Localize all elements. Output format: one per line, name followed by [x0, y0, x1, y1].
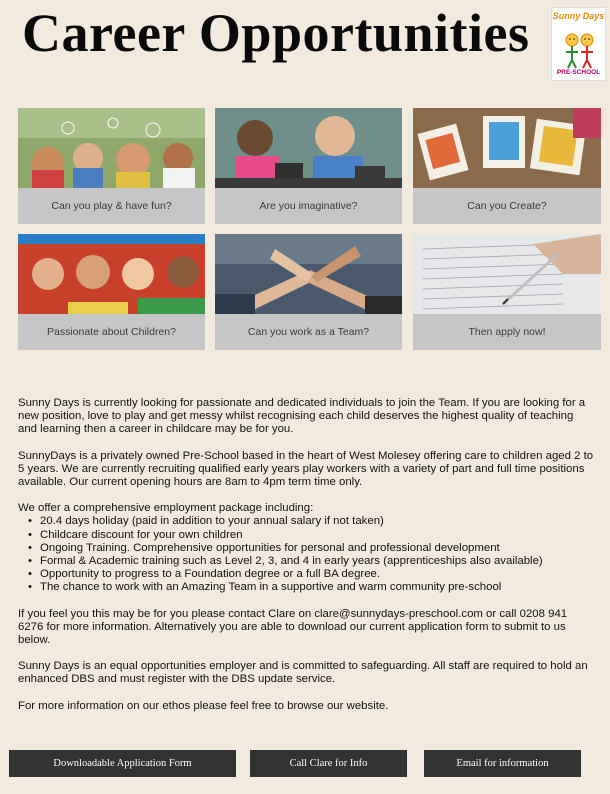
- tile-team[interactable]: [215, 234, 402, 350]
- sunny-days-logo[interactable]: [551, 7, 606, 81]
- benefit-item: • The chance to work with an Amazing Team in a supportive and warm community pre-school: [18, 581, 594, 594]
- about-paragraph: SunnyDays is a privately owned Pre-School based in the heart of West Molesey offering care to children aged 2 to 5 years. We are currently recruiting qualified early years play workers with a variety of part and full time positions available. Our current opening hours are 8am to 4pm term time only.: [18, 449, 594, 489]
- tile-caption: Can you Create?: [413, 188, 601, 224]
- tile-caption: Can you play & have fun?: [18, 188, 205, 224]
- career-description: [18, 397, 594, 726]
- tile-apply-now[interactable]: [413, 234, 601, 350]
- children-toy-animals-photo: [215, 108, 402, 188]
- email-info-button[interactable]: Email for information: [424, 750, 581, 777]
- call-clare-button[interactable]: Call Clare for Info: [250, 750, 407, 777]
- tile-passionate[interactable]: [18, 234, 205, 350]
- contact-paragraph: If you feel you this may be for you please contact Clare on clare@sunnydays-preschool.com or call 0208 941 6276 for more information. Alternatively you are able to download our current application form to submit to us below.: [18, 607, 568, 647]
- benefit-item: • 20.4 days holiday (paid in addition to your annual salary if not taken): [18, 515, 594, 528]
- application-form-photo: [413, 234, 601, 314]
- tile-imaginative[interactable]: [215, 108, 402, 224]
- paintings-photo: [413, 108, 601, 188]
- ethos-paragraph: For more information on our ethos please feel free to browse our website.: [18, 699, 389, 712]
- tile-caption: Passionate about Children?: [18, 314, 205, 350]
- logo-bottom-text: PRE-SCHOOL: [556, 69, 601, 76]
- benefit-item: • Opportunity to progress to a Foundation degree or a full BA degree.: [18, 568, 594, 581]
- benefit-item: • Formal & Academic training such as Level 2, 3, and 4 in early years (apprenticeships also available): [18, 555, 594, 568]
- benefits-list: [18, 515, 594, 594]
- tile-create[interactable]: [413, 108, 601, 224]
- tile-caption: Are you imaginative?: [215, 188, 402, 224]
- stacked-hands-photo: [215, 234, 402, 314]
- download-application-button[interactable]: Downloadable Application Form: [9, 750, 236, 777]
- tile-caption: Then apply now!: [413, 314, 601, 350]
- intro-paragraph: Sunny Days is currently looking for passionate and dedicated individuals to join the Team. If you are looking for a new position, love to play and get messy whilst recognising each child deserves the highest quality of teaching and learning then a career in childcare may be for you.: [18, 397, 586, 436]
- benefit-item: • Ongoing Training. Comprehensive opportunities for personal and professional development: [18, 542, 594, 555]
- page-title: Career Opportunities: [22, 3, 530, 63]
- logo-top-text: Sunny Days: [552, 11, 605, 21]
- tile-caption: Can you work as a Team?: [215, 314, 402, 350]
- career-tiles-grid: [18, 108, 600, 350]
- benefits-intro: We offer a comprehensive employment package including:: [18, 502, 314, 515]
- children-circle-photo: [18, 234, 205, 314]
- children-bubbles-photo: [18, 108, 205, 188]
- benefit-item: • Childcare discount for your own children: [18, 529, 594, 542]
- tile-play-and-fun[interactable]: [18, 108, 205, 224]
- safeguarding-paragraph: Sunny Days is an equal opportunities employer and is committed to safeguarding. All staff are required to hold an enhanced DBS and must register with the DBS update service.: [18, 660, 588, 686]
